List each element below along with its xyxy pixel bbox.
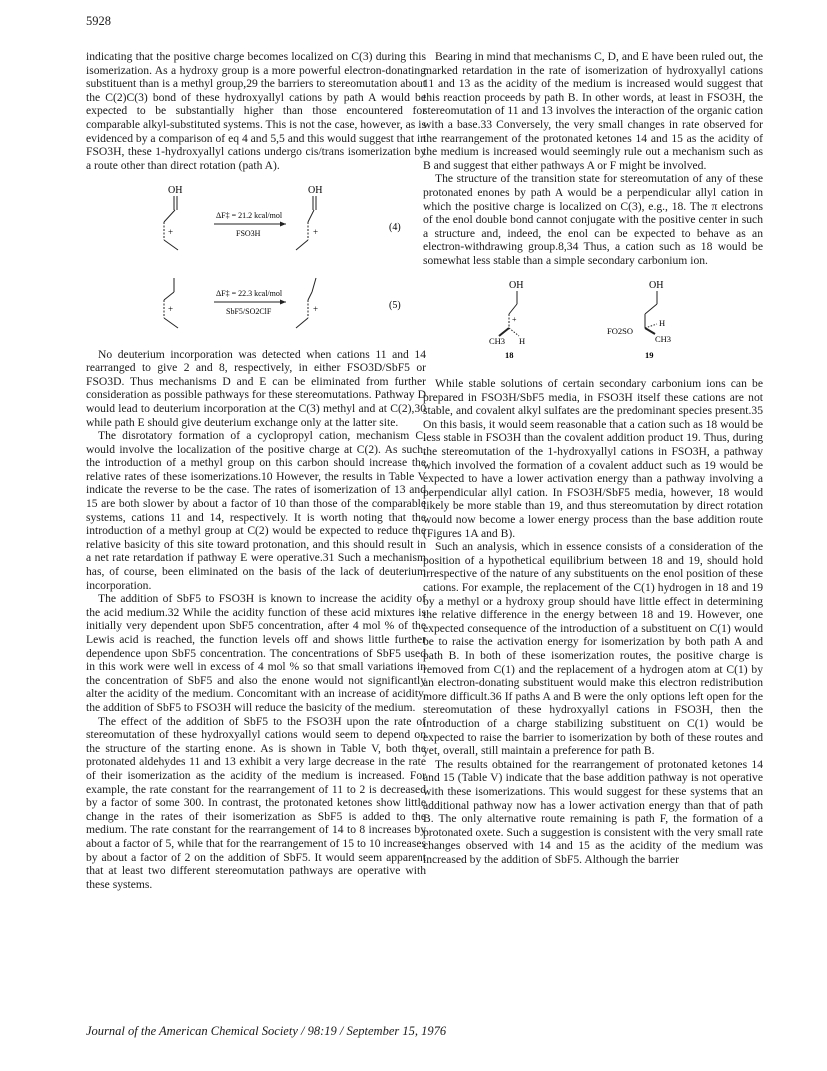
left-paragraph-1: indicating that the positive charge becomes localized on C(3) during this isomerization. As a hydroxy group is a more powerful electron-donating substituent than is a methyl group,29 the barriers to stereomutation about the C(2)C(3) bond of these hydroxyallyl cations by path A would be expected to be substantially higher than those encountered for comparable alkyl-substituted systems. This is not the case, however, as is evidenced by a comparison of eq 4 and 5,5 and this would suggest that in FSO3H, these 1-hydroxyallyl cations undergo cis/trans isomerization by a route other than direct rotation (path A). — [86, 50, 426, 172]
struct18-ch3: CH3 — [489, 335, 506, 346]
struct19-ch3: CH3 — [655, 333, 672, 344]
struct19-oh: OH — [649, 279, 664, 291]
eq5-number: (5) — [389, 299, 401, 311]
equation-4-scheme — [86, 182, 426, 260]
left-paragraph-2: No deuterium incorporation was detected when cations 11 and 14 rearranged to give 2 and 8, respectively, in either FSO3D/SbF5 or FSO3D. Thus mechanisms D and E can be eliminated from further consideration as possible pathways for these stereomutations. Pathway D would lead to deuterium incorporation at the C(3) methyl and at C(2),30 while path E should give deuterium exchange only at the latter site. — [86, 347, 426, 429]
eq4-plus-right: + — [313, 227, 319, 238]
right-paragraph-5: The results obtained for the rearrangement of protonated ketones 14 and 15 (Table V) indicate that the base addition pathway is not operative with these isomerizations. This would suggest for these systems that an additional pathway now has a lower activation energy than that of path B. The only alternative route remaining is path F, the formation of a protonated oxete. Such a suggestion is consistent with the very small rate changes observed with 14 and 15 as the acidity of the medium was increased by the addition of SbF5. Although the barrier — [423, 757, 763, 866]
structures-scheme — [423, 278, 763, 362]
struct18-plus: + — [512, 314, 517, 324]
structures-18-19 — [423, 278, 763, 366]
left-paragraph-3: The disrotatory formation of a cyclopropyl cation, mechanism C, would involve the localization of the positive charge at C(2). As such, the introduction of a methyl group on this carbon should increase the relative rates of these isomerizations.10 However, the results in Table V indicate the reverse to be the case. The rates of isomerization of 13 and 15 are both slower by about a factor of 10 than those of the comparable systems, cations 11 and 14, respectively. It is worth noting that the introduction of a methyl group at C(2) would be expected to reduce the relative basicity of this site toward protonation, and this should result in a net rate retardation if pathway E were operative.31 Such a mechanism has, of course, been eliminated on the basis of the lack of deuterium incorporation. — [86, 429, 426, 592]
eq4-energy: ΔF‡ = 21.2 kcal/mol — [216, 211, 283, 221]
struct19-label: 19 — [645, 349, 654, 360]
left-paragraph-5: The effect of the addition of SbF5 to the FSO3H upon the rate of stereomutation of these hydroxyallyl cations would seem to depend on the structure of the starting enone. As is shown in Table V, both the protonated aldehydes 11 and 13 exhibit a very large decrease in the rate of their isomerization as the acidity of the medium is increased. For example, the rate constant for the rearrangement of 11 to 2 is decreased by a factor of some 300. In contrast, the protonated ketones show little change in the rates of their isomerization as SbF5 is added to the medium. The rate constant for the rearrangement of 14 to 8 increases by about a factor of 5, while that for the rearrangement of 15 to 10 increases by about a factor of 2 on the addition of SbF5. It would seem apparent that at least two different stereomutation pathways are operative with these systems. — [86, 714, 426, 891]
right-paragraph-2: The structure of the transition state for stereomutation of any of these protonated enones by path A would be a perpendicular allyl cation in which the positive charge is localized on C(3), e.g., 18. The π electrons of the enol double bond cannot conjugate with the positive center in such a structure and, indeed, the enol can be expected to behave as an electron-withdrawing group.8,34 Thus, a cation such as 18 would be somewhat less stable than a simple secondary carbonium ion. — [423, 172, 763, 267]
eq4-oh-right: OH — [308, 185, 323, 197]
struct19-h: H — [659, 317, 666, 328]
eq4-solvent: FSO3H — [236, 229, 261, 239]
left-paragraph-4: The addition of SbF5 to FSO3H is known to increase the acidity of the acid medium.32 While the acidity function of these acid mixtures is initially very dependent upon SbF5 concentration, after 4 mol % of the Lewis acid is reached, the function levels off and shows little further dependence upon SbF5 concentration. The concentrations of SbF5 used in this work were well in excess of 4 mol % so that small variations in the concentration of SbF5 and also the enone would not significantly alter the acidity of the medium. Concomitant with an increase of acidity, the addition of SbF5 to FSO3H will reduce the basicity of the medium. — [86, 592, 426, 714]
eq5-solvent: SbF5/SO2ClF — [226, 306, 272, 316]
equation-5 — [86, 276, 426, 336]
eq4-number: (4) — [389, 222, 401, 234]
right-column — [423, 50, 763, 866]
struct18-h: H — [519, 335, 526, 346]
equation-4 — [86, 182, 426, 264]
eq5-energy: ΔF‡ = 22.3 kcal/mol — [216, 288, 283, 298]
journal-footer: Journal of the American Chemical Society / 98:19 / September 15, 1976 — [86, 1024, 447, 1038]
eq4-plus-left: + — [168, 227, 174, 238]
eq5-plus-left: + — [168, 303, 174, 314]
right-paragraph-1: Bearing in mind that mechanisms C, D, and E have been ruled out, the marked retardation in the rate of isomerization of hydroxyallyl cations 11 and 13 as the acidity of the medium is increased would suggest that this reaction proceeds by path B. In other words, at least in FSO3H, the stereomutation of 11 and 13 involves the interaction of the organic cation with a base.33 Conversely, the very small changes in rate observed for the rearrangement of the protonated ketones 14 and 15 as the acidity of the medium is increased would seemingly rule out a mechanism such as B and suggest that either pathways A or F might be involved. — [423, 50, 763, 172]
struct19-fso2o: FO2SO — [607, 325, 633, 336]
left-column — [86, 50, 426, 891]
page-number: 5928 — [86, 14, 111, 28]
struct18-oh: OH — [509, 279, 524, 291]
eq4-oh-left: OH — [168, 185, 183, 197]
right-paragraph-3: While stable solutions of certain secondary carbonium ions can be prepared in FSO3H/SbF5 media, in FSO3H itself these cations are not stable, and covalent alkyl sulfates are the predominant species present.35 On this basis, it would seem reasonable that a cation such as 18 would be less stable in FSO3H than the covalent addition product 19. Thus, during the stereomutation of the 1-hydroxyallyl cations in FSO3H, a pathway which involved the formation of a covalent adduct such as 19 would be expected to have a lower activation energy than a pathway involving a perpendicular allyl cation. In FSO3H/SbF5 media, however, 18 would likely be more stable than 19, and thus stereomutation by direct rotation would now become a lower energy process than the base addition route (Figures 1A and B). — [423, 377, 763, 540]
equation-5-scheme — [86, 276, 426, 332]
right-paragraph-4: Such an analysis, which in essence consists of a consideration of the position of a hypothetical equilibrium between 18 and 19, should hold irrespective of the nature of any substituents on the enol position of these cations. For example, the replacement of the C(1) hydrogen in 18 and 19 by a methyl or a hydroxy group should have little effect in determining the relative difference in the energy between 18 and 19. However, one expected consequence of the introduction of a substituent on C(1) would be to raise the activation energy for isomerization by both path A and path B. In both of these isomerization routes, the positive charge is removed from C(1) and the replacement of a hydrogen atom at C(1) by an electron-donating substituent would make this electron redistribution more difficult.36 If paths A and B were the only options left open for the stereomutation of these hydroxyallyl cations in FSO3H, then the introduction of a charge stabilizing substituent on C(1) would be expected to raise the barrier to isomerization by both of these routes and yet, overall, still maintain a preference for path B. — [423, 540, 763, 758]
eq5-plus-right: + — [313, 303, 319, 314]
struct18-label: 18 — [505, 349, 514, 360]
